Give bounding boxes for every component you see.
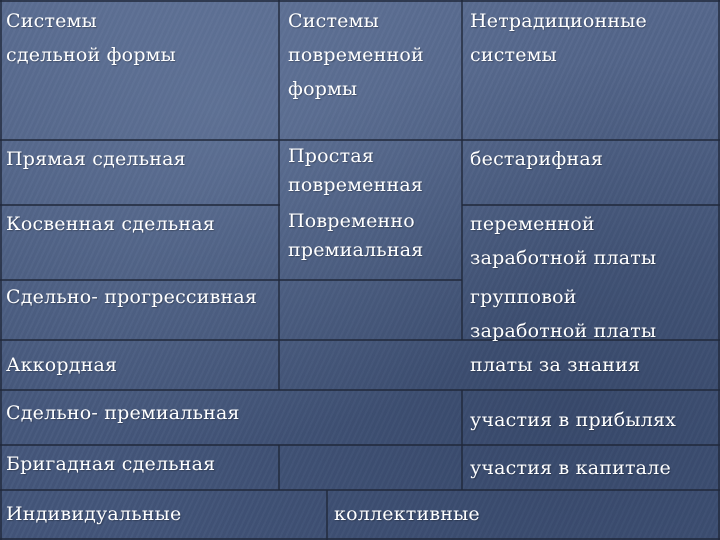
piecework-progressive: Сдельно- прогрессивная xyxy=(6,286,258,308)
header-time-based: Системы повременной формы xyxy=(288,10,424,100)
time-bonus: Повременно премиальная xyxy=(288,210,424,261)
nontrad-variable-wage: переменной заработной платы xyxy=(470,213,657,269)
header-piecework: Системы сдельной формы xyxy=(6,10,176,66)
nontrad-capital-sharing: участия в капитале xyxy=(470,457,671,479)
footer-collective: коллективные xyxy=(334,503,480,525)
time-simple: Простая повременная xyxy=(288,145,424,196)
piecework-team: Бригадная сдельная xyxy=(6,453,216,475)
nontrad-tariff-free: бестарифная xyxy=(470,148,604,170)
footer-individual: Индивидуальные xyxy=(6,503,182,525)
piecework-accord: Аккордная xyxy=(6,354,118,376)
piecework-bonus: Сдельно- премиальная xyxy=(6,402,240,424)
nontrad-group-wage: групповой заработной платы xyxy=(470,286,657,342)
piecework-indirect: Косвенная сдельная xyxy=(6,213,215,235)
nontrad-profit-sharing: участия в прибылях xyxy=(470,409,677,431)
header-nontraditional: Нетрадиционные системы xyxy=(470,10,647,66)
nontrad-knowledge-pay: платы за знания xyxy=(470,354,641,376)
piecework-direct: Прямая сдельная xyxy=(6,148,186,170)
